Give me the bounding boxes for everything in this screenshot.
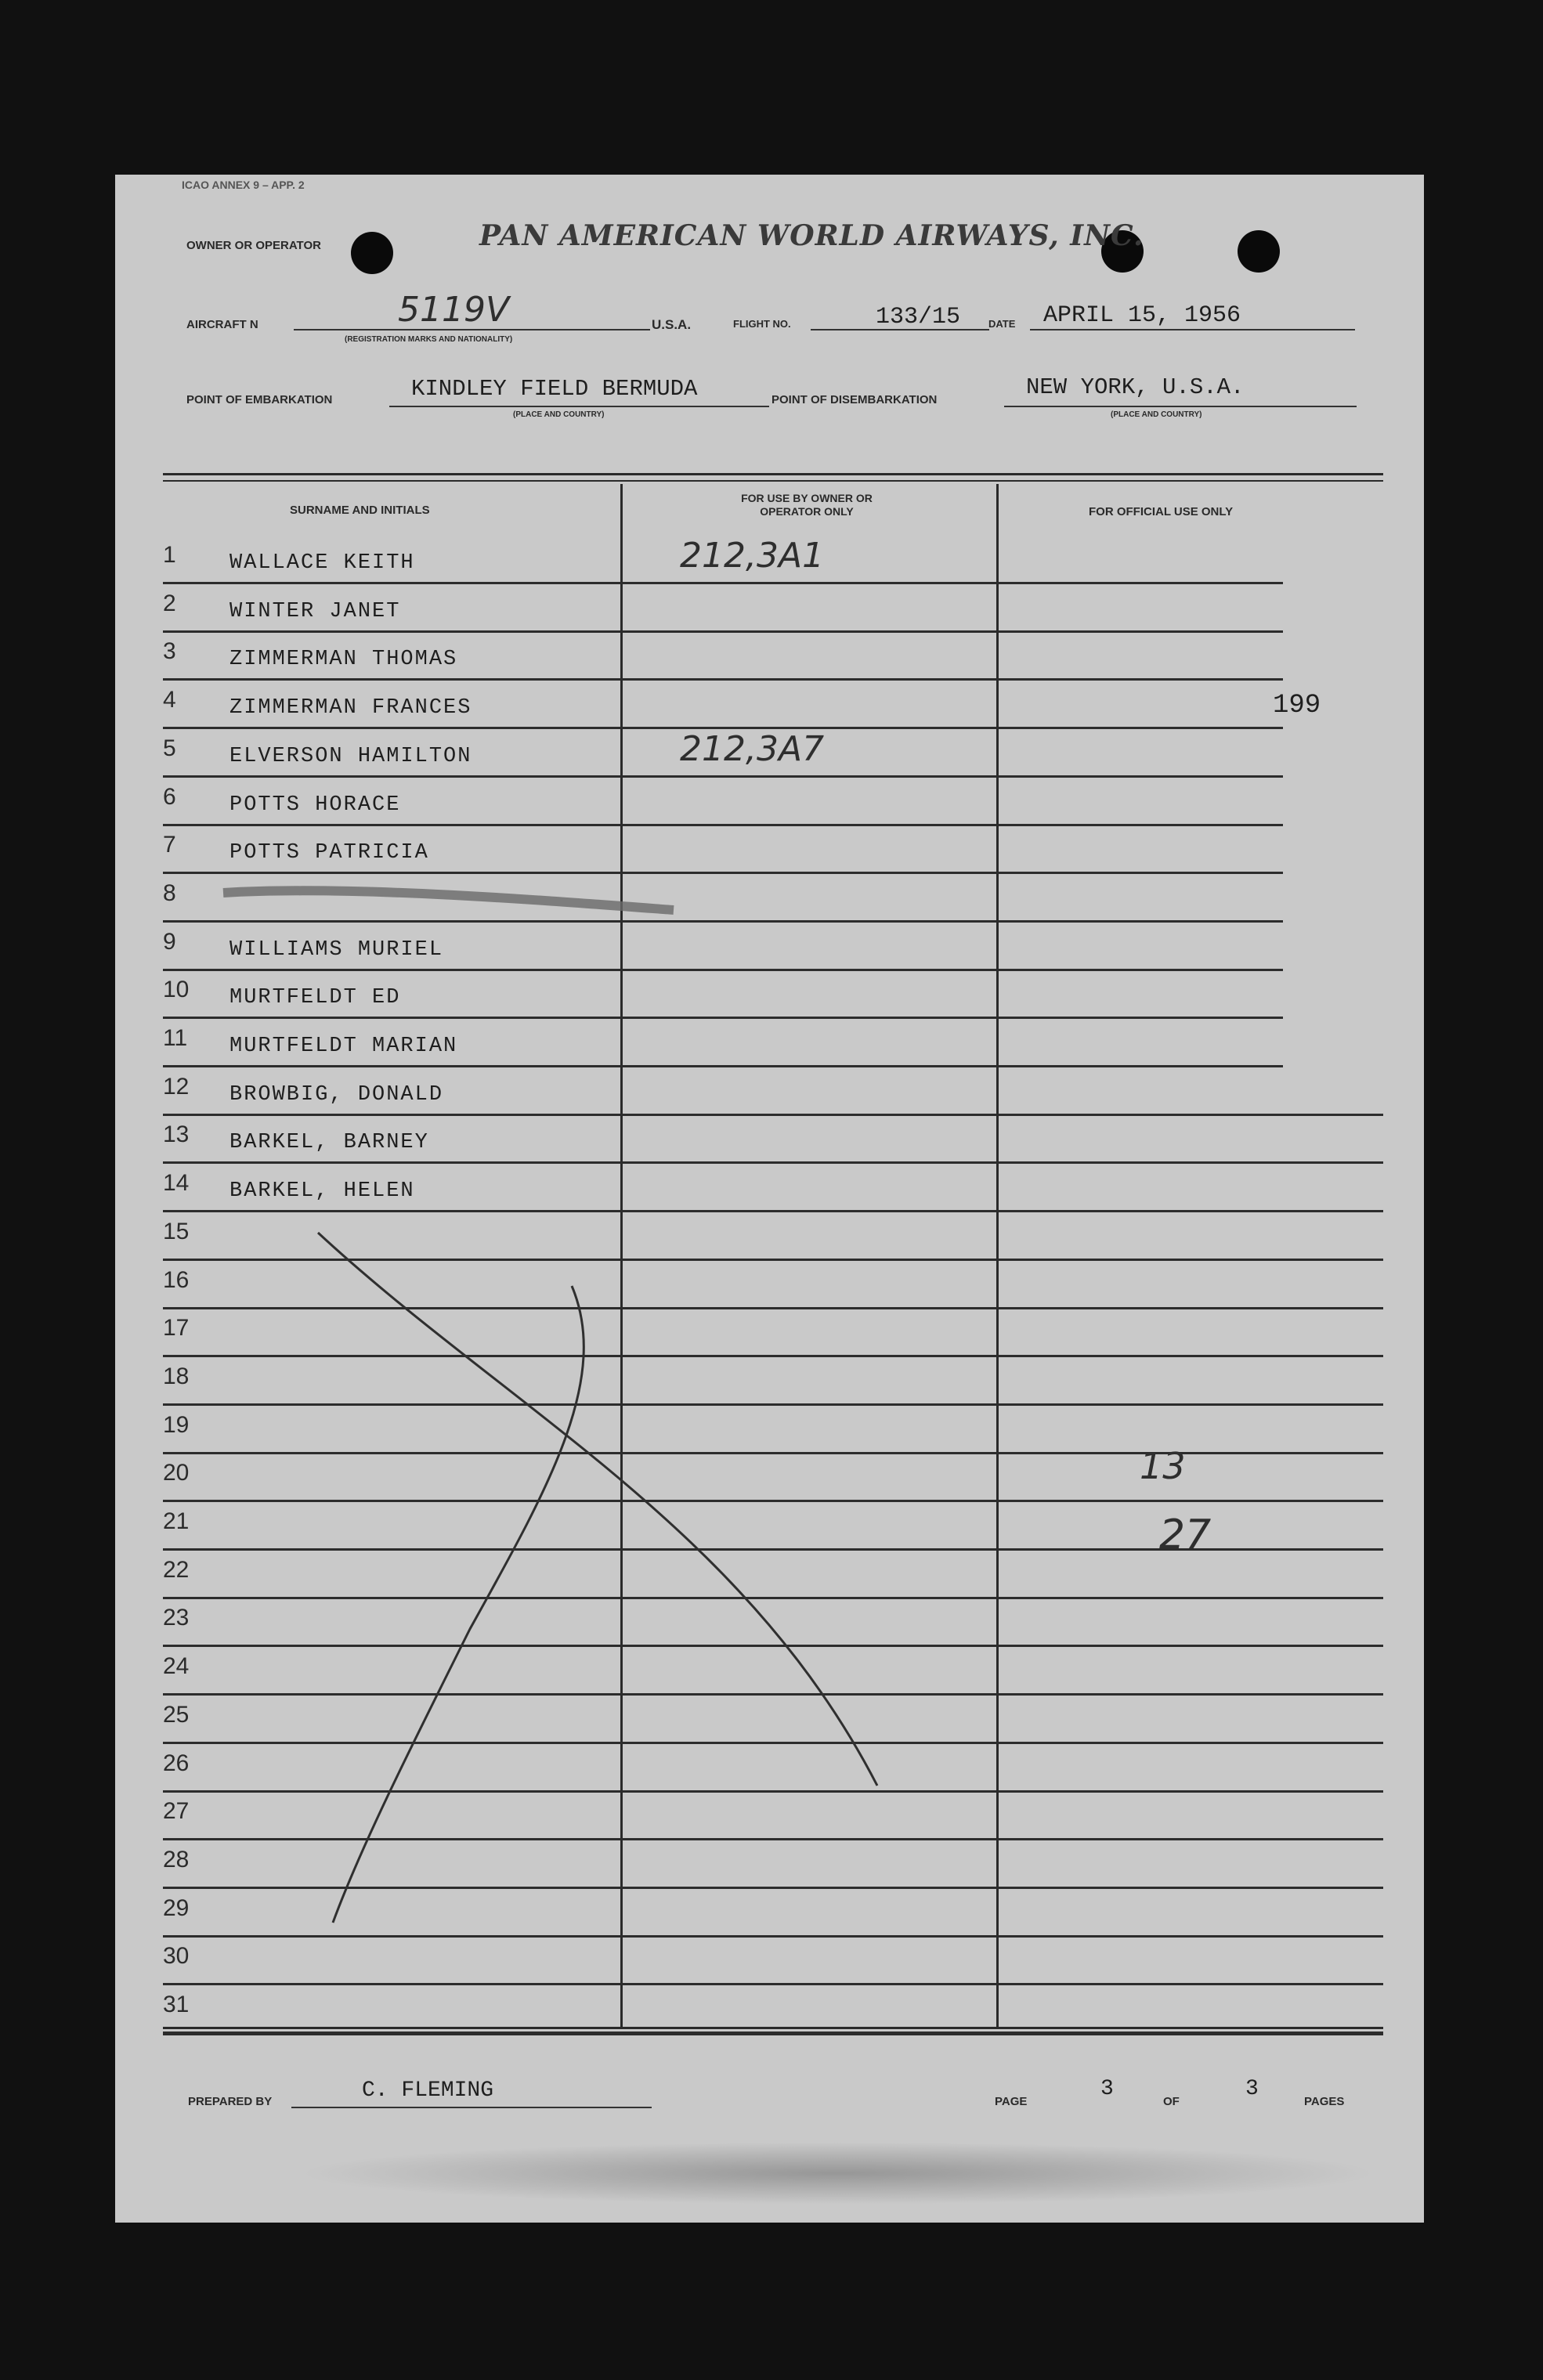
aircraft-number: 5119V [398, 290, 510, 330]
row-number: 18 [163, 1363, 190, 1389]
row-number: 14 [163, 1170, 190, 1196]
handwritten-count-2: 27 [1159, 1511, 1212, 1558]
operator-note: 212,3A7 [680, 729, 825, 769]
passenger-name: BROWBIG, DONALD [229, 1083, 444, 1107]
column-header-surname: SURNAME AND INITIALS [290, 504, 430, 517]
handwritten-count-1: 13 [1140, 1445, 1186, 1487]
row-number: 2 [163, 590, 176, 616]
passenger-name: MURTFELDT MARIAN [229, 1035, 458, 1058]
row-number: 8 [163, 880, 176, 906]
annex-reference: ICAO ANNEX 9 – APP. 2 [182, 179, 305, 191]
airline-name: PAN AMERICAN WORLD AIRWAYS, INC. [479, 219, 1144, 252]
disembark-label: POINT OF DISEMBARKATION [772, 393, 938, 406]
passenger-name: POTTS HORACE [229, 793, 401, 817]
row-number: 21 [163, 1508, 190, 1534]
row-number: 27 [163, 1798, 190, 1824]
scan-smudge [298, 2142, 1379, 2205]
row-number: 26 [163, 1750, 190, 1776]
flight-label: FLIGHT NO. [733, 318, 791, 330]
row-number: 31 [163, 1992, 190, 2017]
prepared-label: PREPARED BY [188, 2095, 273, 2108]
country-label: U.S.A. [652, 317, 692, 332]
passenger-name: BARKEL, HELEN [229, 1179, 415, 1203]
row-number: 5 [163, 735, 176, 761]
total-pages: 3 [1245, 2077, 1259, 2101]
row-number: 23 [163, 1605, 190, 1631]
prepared-by: C. FLEMING [362, 2078, 494, 2103]
passenger-name: WINTER JANET [229, 600, 401, 623]
row-number: 1 [163, 542, 176, 568]
row-number: 13 [163, 1121, 190, 1147]
embark-caption: (PLACE AND COUNTRY) [513, 410, 605, 419]
row-number: 10 [163, 977, 190, 1002]
row-number: 17 [163, 1315, 190, 1341]
operator-note: 212,3A1 [680, 536, 825, 576]
row-number: 6 [163, 784, 176, 810]
disembark-caption: (PLACE AND COUNTRY) [1111, 410, 1202, 419]
flight-date: APRIL 15, 1956 [1043, 302, 1241, 329]
official-use-mark: 199 [1273, 691, 1321, 721]
row-number: 28 [163, 1847, 190, 1873]
owner-label: OWNER OR OPERATOR [186, 239, 321, 252]
passenger-name: ELVERSON HAMILTON [229, 745, 472, 768]
page-label: PAGE [995, 2095, 1028, 2108]
passenger-name: POTTS PATRICIA [229, 841, 429, 865]
flight-number: 133/15 [876, 304, 961, 330]
passenger-name: WALLACE KEITH [229, 551, 415, 575]
passenger-name: MURTFELDT ED [229, 986, 401, 1009]
aircraft-label: AIRCRAFT N [186, 318, 258, 331]
prepared-underline [291, 2107, 652, 2108]
row-number: 19 [163, 1412, 190, 1438]
passenger-name: BARKEL, BARNEY [229, 1131, 429, 1154]
passenger-name: WILLIAMS MURIEL [229, 938, 444, 962]
row-number: 9 [163, 929, 176, 955]
embark-label: POINT OF EMBARKATION [186, 393, 333, 406]
row-number: 4 [163, 687, 176, 713]
column-header-operator: FOR USE BY OWNER OR OPERATOR ONLY [741, 492, 873, 518]
row-number: 16 [163, 1267, 190, 1293]
row-number: 11 [163, 1025, 188, 1051]
row-number: 12 [163, 1074, 190, 1100]
passenger-name: ZIMMERMAN FRANCES [229, 696, 472, 720]
row-number: 15 [163, 1219, 190, 1244]
row-number: 30 [163, 1943, 190, 1969]
passenger-name: ZIMMERMAN THOMAS [229, 648, 458, 671]
column-header-official: FOR OFFICIAL USE ONLY [1089, 505, 1234, 518]
row-number: 3 [163, 638, 176, 664]
row-number: 7 [163, 832, 176, 858]
row-number: 29 [163, 1895, 190, 1921]
aircraft-caption: (REGISTRATION MARKS AND NATIONALITY) [345, 335, 513, 344]
disembark-place: NEW YORK, U.S.A. [1026, 374, 1245, 400]
of-label: OF [1163, 2095, 1180, 2108]
row-number: 22 [163, 1557, 190, 1583]
row-number: 24 [163, 1653, 190, 1679]
date-label: DATE [988, 318, 1016, 330]
pages-label: PAGES [1304, 2095, 1345, 2108]
page-number: 3 [1100, 2077, 1114, 2101]
row-number: 20 [163, 1460, 190, 1486]
embark-place: KINDLEY FIELD BERMUDA [411, 376, 698, 402]
row-number: 25 [163, 1702, 190, 1728]
